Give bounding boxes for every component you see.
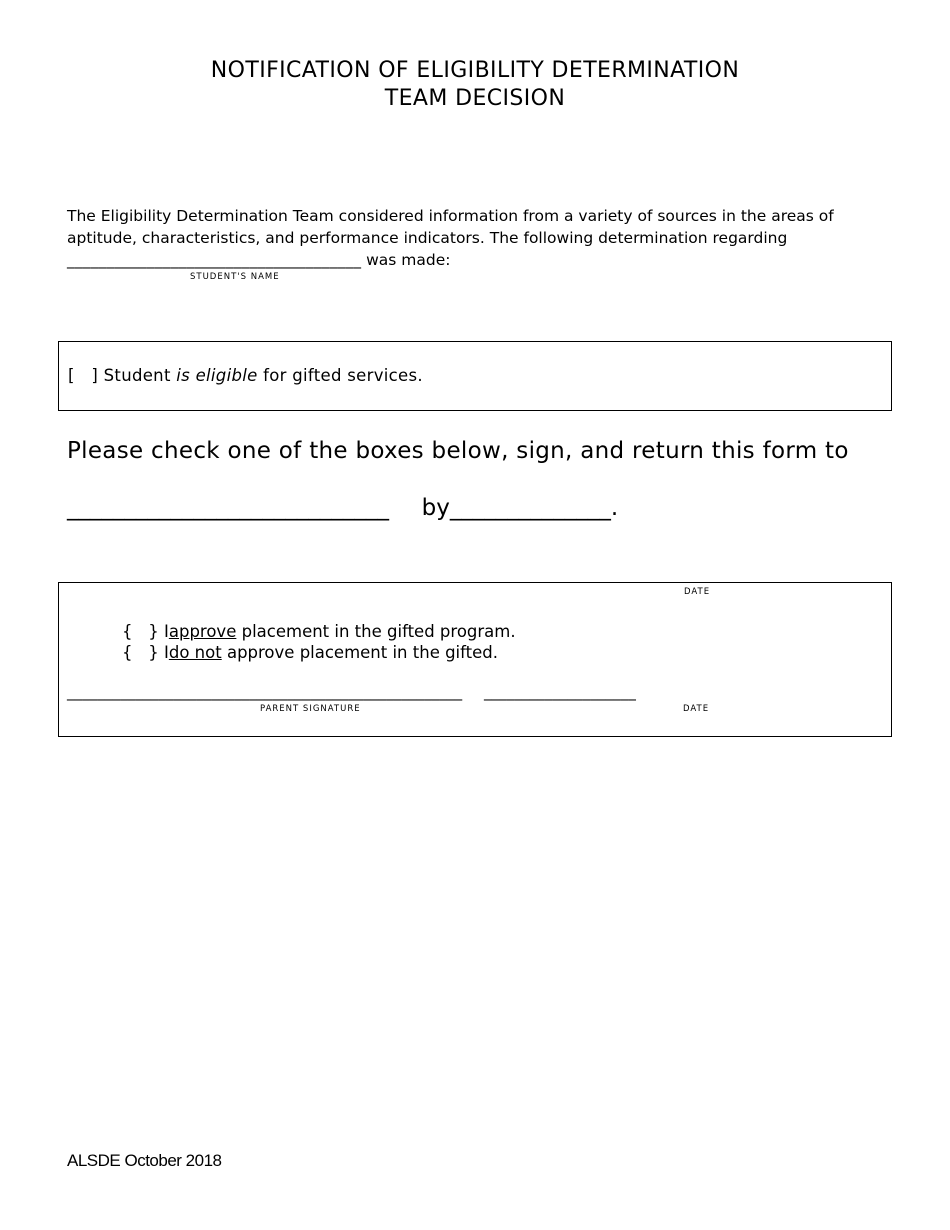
intro-text: The Eligibility Determination Team considered information from a variety of sources in the areas of aptitude, characteristics, and performance indicators. The following determination regarding <box>67 207 834 247</box>
do-not-approve-pronoun: I <box>163 643 169 662</box>
eligibility-checkbox[interactable]: [ ] <box>68 366 99 385</box>
page-title <box>0 57 950 113</box>
approve-keyword: approve <box>168 622 237 641</box>
title-line-1: NOTIFICATION OF ELIGIBILITY DETERMINATION <box>210 58 740 83</box>
return-date-label: DATE <box>684 587 711 597</box>
eligibility-text-before: Student <box>103 366 171 385</box>
option-approve[interactable] <box>122 621 516 642</box>
footer-text: ALSDE October 2018 <box>67 1151 222 1170</box>
signature-date-label: DATE <box>683 704 710 714</box>
return-date-blank[interactable]: ______________. <box>449 495 619 521</box>
do-not-approve-rest: approve placement in the gifted. <box>226 643 499 662</box>
eligibility-box <box>58 341 892 411</box>
signature-line-row <box>67 683 636 701</box>
approve-rest: placement in the gifted program. <box>241 622 516 641</box>
eligibility-emphasis: is eligible <box>176 366 258 385</box>
return-line <box>67 495 618 521</box>
student-name-blank[interactable]: _____________________________________ <box>67 251 362 269</box>
by-label: by <box>421 495 450 521</box>
intro-paragraph <box>67 205 887 271</box>
eligibility-text-after: for gifted services. <box>263 366 423 385</box>
was-made-text: was made: <box>366 251 451 269</box>
parent-signature-blank[interactable]: ____________________________________________________ <box>67 683 463 701</box>
do-not-approve-checkbox[interactable]: { } <box>122 643 159 662</box>
parent-signature-label: PARENT SIGNATURE <box>260 704 361 714</box>
student-name-label: STUDENT'S NAME <box>190 272 280 282</box>
signature-date-blank[interactable]: ____________________ <box>483 683 636 701</box>
option-do-not-approve[interactable] <box>122 642 516 663</box>
eligibility-statement <box>68 366 423 385</box>
approval-options <box>122 621 516 663</box>
approve-pronoun: I <box>163 622 169 641</box>
approve-checkbox[interactable]: { } <box>122 622 159 641</box>
do-not-approve-keyword: do not <box>168 643 222 662</box>
title-line-2: TEAM DECISION <box>384 86 566 111</box>
return-to-blank[interactable]: ____________________________ <box>67 495 389 521</box>
instructions-line: Please check one of the boxes below, sign, and return this form to <box>67 438 849 464</box>
approval-box <box>58 582 892 737</box>
